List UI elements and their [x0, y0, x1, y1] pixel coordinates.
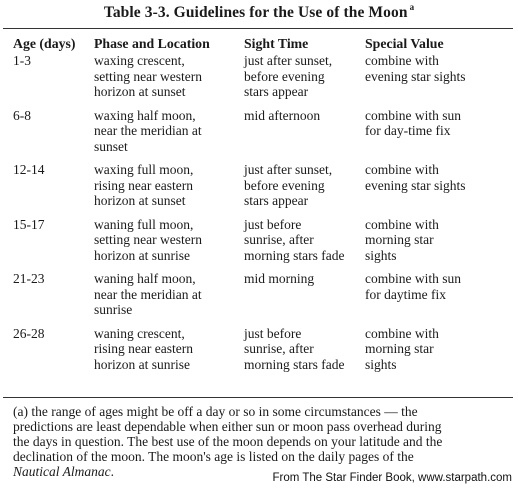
phase-line: waning crescent, [94, 325, 185, 341]
footnote-line: (a) the range of ages might be off a day or so in some circumstances — the [13, 404, 418, 419]
sight-time-cell [244, 53, 365, 108]
value-line: evening star sights [365, 177, 466, 193]
table-row [13, 326, 505, 381]
time-line: mid afternoon [244, 107, 321, 123]
header-phase: Phase and Location [94, 36, 210, 51]
header-special-value: Special Value [365, 36, 444, 51]
header-age: Age (days) [13, 36, 76, 51]
phase-line: setting near western [94, 232, 202, 247]
value-line: combine with [365, 162, 439, 177]
time-line: sunrise, after [244, 341, 314, 356]
age-cell: 12-14 [13, 162, 45, 177]
special-value-cell [365, 53, 505, 108]
time-line: morning stars fade [244, 247, 345, 263]
sight-time-cell [244, 217, 365, 272]
time-line: stars appear [244, 84, 309, 99]
table-title-text: Table 3-3. Guidelines for the Use of the Moon [103, 4, 408, 22]
table-title [0, 3, 518, 22]
value-line: combine with sun [365, 271, 461, 286]
time-line: mid morning [244, 271, 315, 286]
phase-line: horizon at sunset [94, 193, 186, 208]
footnote-marker: a [409, 2, 415, 12]
age-cell: 21-23 [13, 271, 45, 286]
value-line: for day-time fix [365, 123, 451, 138]
phase-cell [94, 326, 244, 381]
phase-line: horizon at sunrise [94, 247, 190, 263]
bottom-divider [3, 397, 513, 398]
phase-line: waxing full moon, [94, 162, 194, 177]
value-line: combine with [365, 325, 439, 341]
special-value-cell [365, 162, 505, 217]
phase-line: horizon at sunset [94, 84, 186, 99]
age-cell: 1-3 [13, 53, 31, 68]
phase-cell [94, 108, 244, 163]
time-line: just after sunset, [244, 53, 333, 68]
table-row [13, 108, 505, 163]
phase-cell [94, 53, 244, 108]
value-line: combine with [365, 53, 439, 68]
phase-line: near the meridian at [94, 123, 202, 138]
sight-time-cell [244, 326, 365, 381]
special-value-cell [365, 108, 505, 163]
time-line: stars appear [244, 193, 309, 208]
phase-cell [94, 271, 244, 326]
phase-line: waxing half moon, [94, 107, 196, 123]
time-line: before evening [244, 177, 325, 193]
top-divider [3, 28, 513, 29]
phase-line: rising near eastern [94, 177, 193, 193]
phase-line: waning full moon, [94, 216, 194, 232]
special-value-cell [365, 271, 505, 326]
footnote-line: declination of the moon. The moon's age is listed on the daily pages of the [13, 449, 414, 464]
value-line: combine with sun [365, 107, 461, 123]
header-sight-time: Sight Time [244, 36, 309, 51]
table-row [13, 53, 505, 108]
phase-line: setting near western [94, 68, 202, 84]
table-row [13, 217, 505, 272]
almanac-title: Nautical Almanac [13, 464, 111, 479]
special-value-cell [365, 217, 505, 272]
source-credit: From The Star Finder Book, www.starpath.com [272, 472, 512, 484]
table-row [13, 162, 505, 217]
table-row [13, 271, 505, 326]
value-line: morning star [365, 232, 434, 247]
sight-time-cell [244, 271, 365, 326]
value-line: for daytime fix [365, 286, 446, 302]
time-line: just before [244, 325, 302, 341]
table-header-row [13, 36, 505, 53]
footnote-line: predictions are least dependable when either sun or moon pass overhead during [13, 419, 442, 434]
time-line: sunrise, after [244, 232, 314, 247]
age-cell: 15-17 [13, 216, 45, 232]
value-line: sights [365, 247, 397, 263]
footnote-period: . [110, 464, 114, 479]
sight-time-cell [244, 162, 365, 217]
phase-line: sunrise [94, 302, 133, 317]
phase-line: waxing crescent, [94, 53, 185, 68]
footnote [13, 404, 511, 479]
time-line: just after sunset, [244, 162, 333, 177]
value-line: morning star [365, 341, 434, 356]
value-line: sights [365, 356, 397, 372]
age-cell: 6-8 [13, 107, 31, 123]
phase-line: sunset [94, 138, 128, 154]
time-line: before evening [244, 68, 325, 84]
moon-guidelines-table [13, 36, 505, 380]
phase-cell [94, 162, 244, 217]
phase-line: rising near eastern [94, 341, 193, 356]
time-line: just before [244, 216, 302, 232]
footnote-line: the days in question. The best use of the moon depends on your latitude and the [13, 434, 443, 449]
sight-time-cell [244, 108, 365, 163]
phase-line: waning half moon, [94, 271, 196, 286]
value-line: evening star sights [365, 68, 466, 84]
phase-line: horizon at sunrise [94, 356, 190, 372]
value-line: combine with [365, 216, 439, 232]
phase-line: near the meridian at [94, 286, 202, 302]
phase-cell [94, 217, 244, 272]
time-line: morning stars fade [244, 356, 345, 372]
special-value-cell [365, 326, 505, 381]
age-cell: 26-28 [13, 325, 45, 341]
